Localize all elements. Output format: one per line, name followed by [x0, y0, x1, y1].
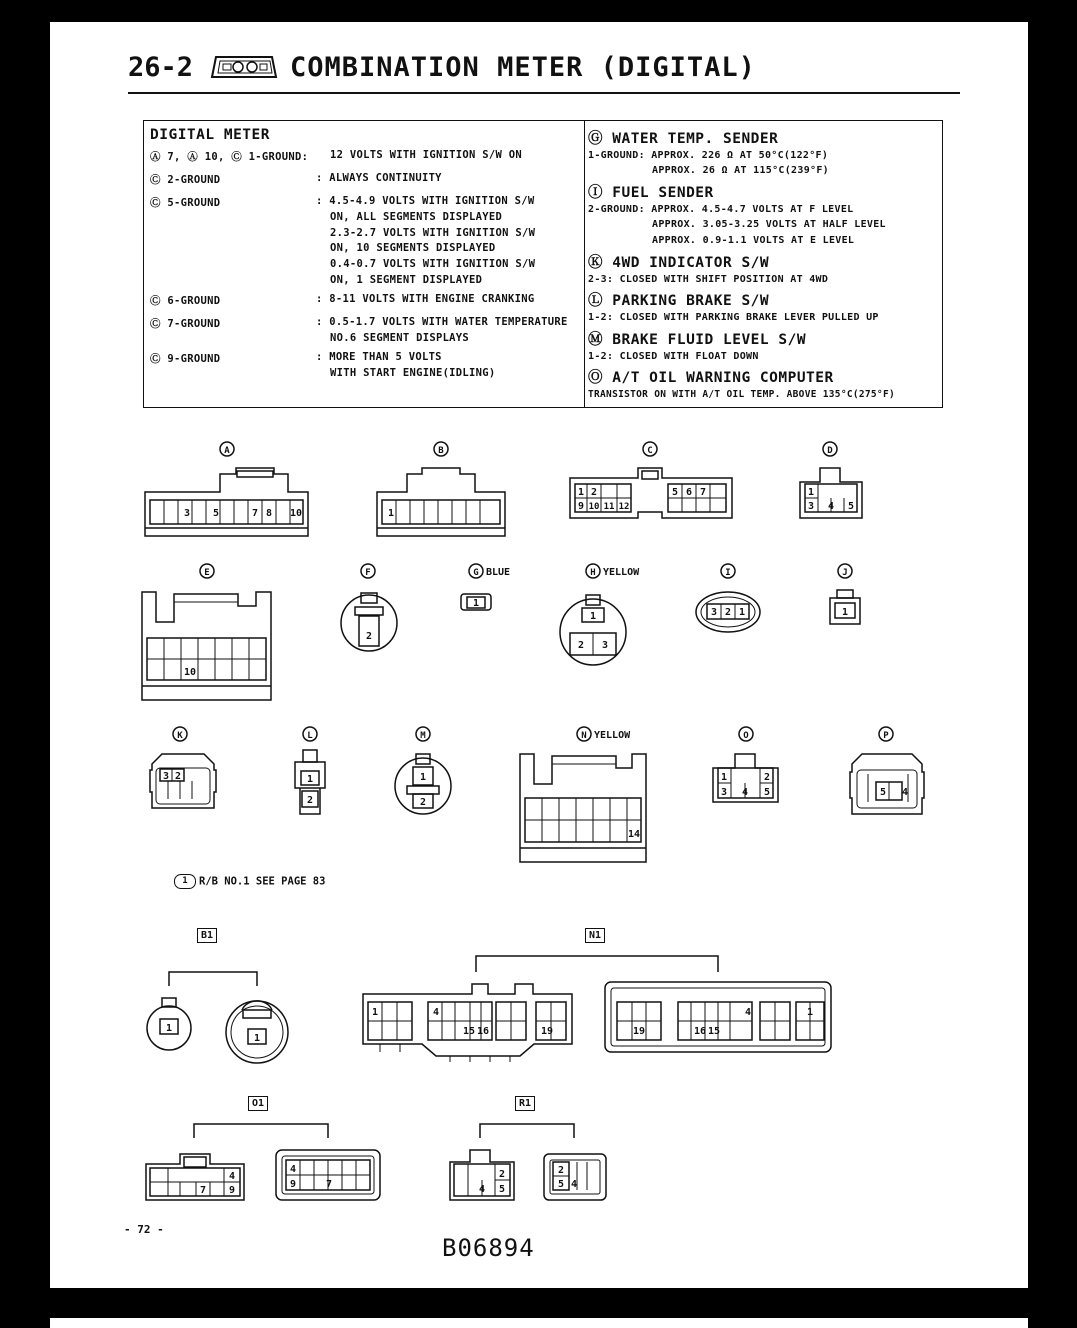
- parking-brake-heading: Ⓛ PARKING BRAKE S/W: [588, 293, 770, 309]
- junction-n1: [363, 956, 831, 1062]
- spec-line: : MORE THAN 5 VOLTS: [316, 351, 442, 363]
- pin-label: 3: [710, 607, 718, 618]
- spec-line: 0.4-0.7 VOLTS WITH IGNITION S/W: [330, 258, 536, 270]
- pin-label: 5: [847, 501, 855, 512]
- relay-block-symbol: 1: [174, 874, 196, 889]
- color-label: BLUE: [486, 567, 511, 578]
- 4wd-indicator-heading: Ⓚ 4WD INDICATOR S/W: [588, 255, 770, 271]
- water-temp-sender-heading: Ⓖ WATER TEMP. SENDER: [588, 131, 779, 147]
- pin-label: 10: [289, 508, 303, 519]
- spec-line: : 4.5-4.9 VOLTS WITH IGNITION S/W: [316, 195, 535, 207]
- pin-label: 5: [212, 508, 220, 519]
- connector-label: E: [204, 568, 210, 578]
- pin-label: 1: [577, 487, 585, 498]
- pin-label: 3: [720, 787, 728, 798]
- connector-b: [377, 442, 505, 536]
- pin-label: 4: [741, 787, 749, 798]
- connector-d: [800, 442, 862, 518]
- connector-label: I: [725, 568, 731, 578]
- page-title: COMBINATION METER (DIGITAL): [290, 52, 756, 83]
- pin-label: 8: [265, 508, 273, 519]
- pin-label: 3: [162, 771, 170, 782]
- spec-line: APPROX. 26 Ω AT 115°C(239°F): [652, 165, 829, 176]
- connector-label: D: [827, 446, 833, 456]
- pin-label: 1: [371, 1007, 379, 1018]
- pin-label: 4: [570, 1179, 578, 1190]
- connector-a: [145, 442, 308, 536]
- junction-r1: [450, 1124, 606, 1200]
- terminal-label: Ⓒ 9-GROUND: [150, 353, 221, 365]
- pin-label: 5: [671, 487, 679, 498]
- connector-j: [830, 564, 860, 624]
- pin-label: 1: [387, 508, 395, 519]
- connector-diagram: [50, 22, 1028, 1288]
- spec-line: ON, 1 SEGMENT DISPLAYED: [330, 274, 483, 286]
- pin-label: 2: [419, 797, 427, 808]
- pin-label: 9: [228, 1185, 236, 1196]
- pin-label: 2: [724, 607, 732, 618]
- connector-label: L: [307, 731, 313, 741]
- pin-label: 1: [806, 1007, 814, 1018]
- terminal-label: Ⓒ 7-GROUND: [150, 318, 221, 330]
- spec-line: ON, ALL SEGMENTS DISPLAYED: [330, 211, 503, 223]
- pin-label: 9: [289, 1179, 297, 1190]
- pin-label: 5: [557, 1179, 565, 1190]
- connector-label: K: [177, 731, 183, 741]
- brake-fluid-heading: Ⓜ BRAKE FLUID LEVEL S/W: [588, 332, 807, 348]
- pin-label: 1: [841, 607, 849, 618]
- terminal-label: Ⓐ 7, Ⓐ 10, Ⓒ 1-GROUND:: [150, 151, 309, 163]
- pin-label: 4: [432, 1007, 440, 1018]
- connector-label: J: [842, 568, 848, 578]
- connector-label: H: [590, 568, 596, 578]
- pin-label: 1: [253, 1033, 261, 1044]
- pin-label: 4: [228, 1171, 236, 1182]
- at-oil-warning-heading: Ⓞ A/T OIL WARNING COMPUTER: [588, 370, 834, 386]
- spec-line: 12 VOLTS WITH IGNITION S/W ON: [330, 149, 523, 161]
- spec-line: ON, 10 SEGMENTS DISPLAYED: [330, 242, 496, 254]
- spec-line: 2-GROUND: APPROX. 4.5-4.7 VOLTS AT F LEVEL: [588, 204, 854, 215]
- connector-f: [341, 564, 397, 651]
- connector-m: [395, 727, 451, 814]
- pin-label: 2: [590, 487, 598, 498]
- pin-label: 7: [325, 1179, 333, 1190]
- pin-label: 1: [472, 598, 480, 609]
- document-code: B06894: [442, 1234, 535, 1262]
- connector-label: P: [883, 731, 889, 741]
- pin-label: 1: [306, 774, 314, 785]
- connector-label: N: [581, 731, 587, 741]
- pin-label: 4: [827, 501, 835, 512]
- spec-line: APPROX. 3.05-3.25 VOLTS AT HALF LEVEL: [652, 219, 886, 230]
- relay-block-note-text: R/B NO.1 SEE PAGE 83: [199, 875, 326, 888]
- connector-label: C: [647, 446, 653, 456]
- junction-b1: [147, 972, 288, 1063]
- pin-label: 1: [807, 487, 815, 498]
- pin-label: 3: [601, 640, 609, 651]
- spec-line: : 0.5-1.7 VOLTS WITH WATER TEMPERATURE: [316, 316, 568, 328]
- spec-line: NO.6 SEGMENT DISPLAYS: [330, 332, 470, 344]
- pin-label: 4: [744, 1007, 752, 1018]
- spec-line: TRANSISTOR ON WITH A/T OIL TEMP. ABOVE 135°C(275°F): [588, 389, 895, 400]
- spec-line: : ALWAYS CONTINUITY: [316, 172, 442, 184]
- spec-line: : 8-11 VOLTS WITH ENGINE CRANKING: [316, 293, 535, 305]
- pin-label: 2: [306, 795, 314, 806]
- pin-label: 14: [627, 829, 641, 840]
- connector-l: [295, 727, 325, 814]
- connector-label: A: [224, 446, 230, 456]
- pin-label: 10: [183, 667, 197, 678]
- connector-label: M: [420, 731, 426, 741]
- junction-tag-o1: O1: [248, 1096, 268, 1111]
- connector-label: O: [743, 731, 749, 741]
- pin-label: 5: [763, 787, 771, 798]
- section-number: 26-2: [128, 52, 194, 83]
- pin-label: 4: [478, 1184, 486, 1195]
- pin-label: 5: [879, 787, 887, 798]
- connector-c: [570, 442, 732, 518]
- pin-label: 15: [707, 1026, 721, 1037]
- pin-label: 1: [165, 1023, 173, 1034]
- pin-label: 3: [183, 508, 191, 519]
- pin-label: 15: [462, 1026, 476, 1037]
- pin-label: 4: [289, 1164, 297, 1175]
- connector-i: [696, 564, 760, 632]
- pin-label: 9: [577, 501, 585, 512]
- pin-label: 16: [693, 1026, 707, 1037]
- pin-label: 2: [577, 640, 585, 651]
- spec-line: WITH START ENGINE(IDLING): [330, 367, 496, 379]
- connector-label: F: [365, 568, 371, 578]
- color-label: YELLOW: [594, 730, 631, 741]
- pin-label: 2: [557, 1165, 565, 1176]
- digital-meter-heading: DIGITAL METER: [150, 127, 270, 143]
- pin-label: 6: [685, 487, 693, 498]
- terminal-label: Ⓒ 6-GROUND: [150, 295, 221, 307]
- pin-label: 12: [618, 502, 630, 512]
- connector-g: [461, 564, 510, 610]
- pin-label: 2: [498, 1169, 506, 1180]
- junction-tag-n1: N1: [585, 928, 605, 943]
- fuel-sender-heading: Ⓘ FUEL SENDER: [588, 185, 714, 201]
- spec-line: 1-GROUND: APPROX. 226 Ω AT 50°C(122°F): [588, 150, 829, 161]
- spec-line: 2-3: CLOSED WITH SHIFT POSITION AT 4WD: [588, 274, 829, 285]
- pin-label: 4: [901, 787, 909, 798]
- manual-page: [50, 22, 1028, 1288]
- terminal-label: Ⓒ 2-GROUND: [150, 174, 221, 186]
- pin-label: 2: [365, 631, 373, 642]
- connector-n: [520, 727, 646, 862]
- connector-p: [850, 727, 924, 814]
- connector-k: [150, 727, 216, 808]
- page-number: - 72 -: [124, 1223, 164, 1236]
- terminal-label: Ⓒ 5-GROUND: [150, 197, 221, 209]
- pin-label: 1: [738, 607, 746, 618]
- color-label: YELLOW: [603, 567, 640, 578]
- junction-o1: [146, 1124, 380, 1200]
- pin-label: 2: [174, 771, 182, 782]
- junction-tag-r1: R1: [515, 1096, 535, 1111]
- pin-label: 7: [699, 487, 707, 498]
- pin-label: 7: [199, 1185, 207, 1196]
- connector-h: [560, 564, 640, 665]
- connector-e: [142, 564, 271, 700]
- pin-label: 11: [603, 502, 615, 512]
- pin-label: 16: [476, 1026, 490, 1037]
- pin-label: 10: [588, 502, 600, 512]
- spec-line: APPROX. 0.9-1.1 VOLTS AT E LEVEL: [652, 235, 855, 246]
- spec-line: 1-2: CLOSED WITH FLOAT DOWN: [588, 351, 759, 362]
- pin-label: 5: [498, 1184, 506, 1195]
- relay-block-note: [174, 874, 325, 889]
- spec-line: 1-2: CLOSED WITH PARKING BRAKE LEVER PULLED UP: [588, 312, 879, 323]
- connector-label: G: [473, 568, 479, 578]
- pin-label: 19: [632, 1026, 646, 1037]
- pin-label: 2: [763, 772, 771, 783]
- pin-label: 1: [419, 772, 427, 783]
- junction-tag-b1: B1: [197, 928, 217, 943]
- pin-label: 1: [589, 611, 597, 622]
- next-page-edge: [50, 1318, 1028, 1328]
- pin-label: 3: [807, 501, 815, 512]
- pin-label: 19: [540, 1026, 554, 1037]
- pin-label: 1: [720, 772, 728, 783]
- spec-line: 2.3-2.7 VOLTS WITH IGNITION S/W: [330, 227, 536, 239]
- pin-label: 7: [251, 508, 259, 519]
- connector-o: [713, 727, 778, 802]
- connector-label: B: [438, 446, 444, 456]
